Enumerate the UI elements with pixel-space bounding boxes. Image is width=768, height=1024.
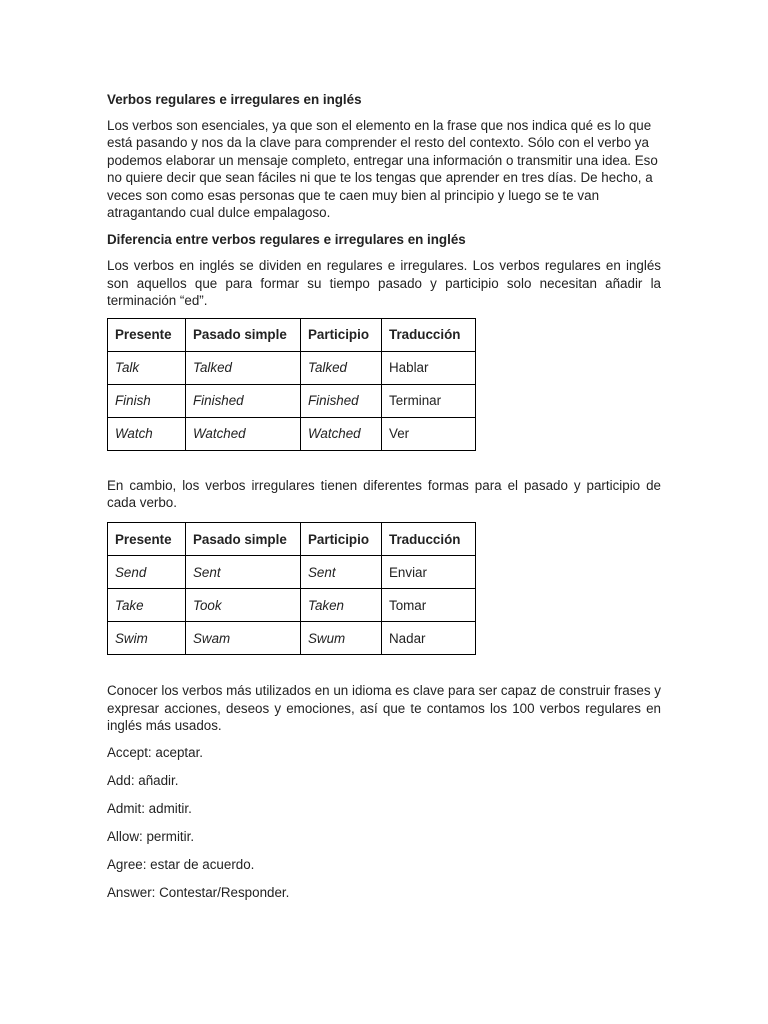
header-pasado-simple: Pasado simple xyxy=(186,523,301,556)
section-title: Diferencia entre verbos regulares e irregulares en inglés xyxy=(107,232,466,248)
table-row xyxy=(108,556,476,589)
verb-list xyxy=(107,744,661,901)
table-cell: Nadar xyxy=(382,622,476,655)
header-presente: Presente xyxy=(108,318,186,351)
table-cell: Watched xyxy=(186,417,301,450)
table-row xyxy=(108,622,476,655)
table-cell: Swam xyxy=(186,622,301,655)
table-row xyxy=(108,351,476,384)
table-cell: Watched xyxy=(301,417,382,450)
list-item: Answer: Contestar/Responder. xyxy=(107,884,290,900)
table-cell: Sent xyxy=(301,556,382,589)
table-row xyxy=(108,417,476,450)
section-paragraph: Los verbos en inglés se dividen en regulares e irregulares. Los verbos regulares en inglés son aquellos que para formar su tiempo pasado y participio solo necesitan añadir la terminación “ed”. xyxy=(107,258,661,309)
table-cell: Talk xyxy=(108,351,186,384)
header-presente: Presente xyxy=(108,523,186,556)
irregular-verbs-table xyxy=(107,522,476,655)
regular-verbs-table xyxy=(107,318,476,451)
list-item: Agree: estar de acuerdo. xyxy=(107,856,255,872)
table-cell: Finish xyxy=(108,384,186,417)
intro-paragraph: Los verbos son esenciales, ya que son el elemento en la frase que nos indica qué es lo que está pasando y nos da la clave para comprender el resto del contexto. Sólo con el verbo ya podemos elaborar un mensaje completo, entregar una información o transmitir una idea. Eso no quiere decir que sean fáciles ni que te los tengas que aprender en tres días. De hecho, a veces son como esas personas que te caen muy bien al principio y luego se te van atragantando cual dulce empalagoso. xyxy=(107,118,658,221)
table-cell: Sent xyxy=(186,556,301,589)
table-cell: Hablar xyxy=(382,351,476,384)
header-pasado-simple: Pasado simple xyxy=(186,318,301,351)
table-header-row xyxy=(108,523,476,556)
table-cell: Watch xyxy=(108,417,186,450)
list-item: Add: añadir. xyxy=(107,772,179,788)
document-title: Verbos regulares e irregulares en inglés xyxy=(107,92,362,107)
irregular-paragraph: En cambio, los verbos irregulares tienen diferentes formas para el pasado y participio de cada verbo. xyxy=(107,477,661,511)
table-cell: Talked xyxy=(301,351,382,384)
table-cell: Send xyxy=(108,556,186,589)
table-cell: Ver xyxy=(382,417,476,450)
table-header-row xyxy=(108,318,476,351)
header-traduccion: Traducción xyxy=(382,318,476,351)
table-cell: Talked xyxy=(186,351,301,384)
table-cell: Finished xyxy=(186,384,301,417)
header-participio: Participio xyxy=(301,523,382,556)
header-participio: Participio xyxy=(301,318,382,351)
table-cell: Took xyxy=(186,589,301,622)
closing-paragraph: Conocer los verbos más utilizados en un idioma es clave para ser capaz de construir frases y expresar acciones, deseos y emociones, así que te contamos los 100 verbos regulares en inglés más usados. xyxy=(107,683,661,734)
table-cell: Swum xyxy=(301,622,382,655)
table-row xyxy=(108,589,476,622)
list-item: Accept: aceptar. xyxy=(107,744,204,760)
table-cell: Enviar xyxy=(382,556,476,589)
table-cell: Swim xyxy=(108,622,186,655)
table-cell: Finished xyxy=(301,384,382,417)
table-cell: Take xyxy=(108,589,186,622)
table-cell: Tomar xyxy=(382,589,476,622)
list-item: Admit: admitir. xyxy=(107,800,192,816)
table-cell: Terminar xyxy=(382,384,476,417)
document-page xyxy=(107,91,661,912)
list-item: Allow: permitir. xyxy=(107,828,195,844)
header-traduccion: Traducción xyxy=(382,523,476,556)
table-cell: Taken xyxy=(301,589,382,622)
table-row xyxy=(108,384,476,417)
